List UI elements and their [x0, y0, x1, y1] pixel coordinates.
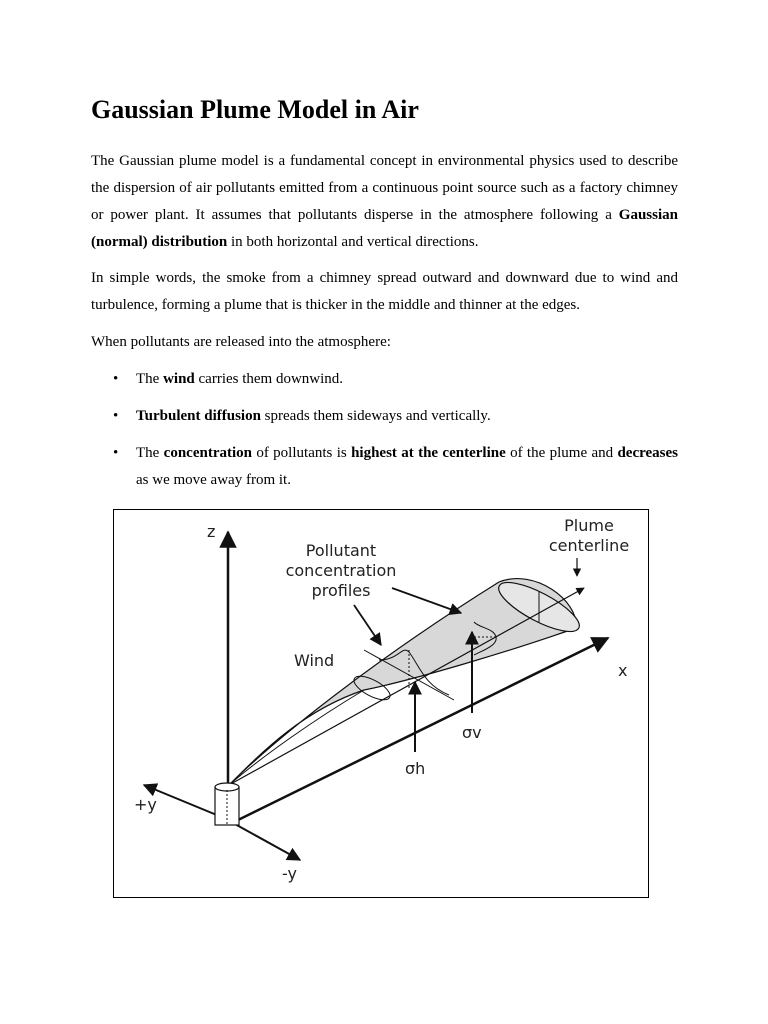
plume-inner-curve [229, 690, 364, 785]
bullet-icon: • [113, 408, 119, 424]
profiles-label-line3: profiles [311, 581, 371, 600]
z-axis-label: z [207, 522, 216, 541]
profiles-label-line1: Pollutant [305, 541, 377, 560]
intro-paragraph [91, 148, 678, 256]
list-item-concentration: • The concentration of pollutants is highest at the centerline of the plume and decreases as we move away from it. [91, 440, 678, 494]
bullet-icon: • [113, 445, 119, 461]
list-item-diffusion: • Turbulent diffusion spreads them sideways and vertically. [91, 403, 678, 430]
plume-label-line2: centerline [548, 536, 630, 555]
intro-text-2: in both horizontal and vertical directions. [227, 234, 479, 250]
profiles-arrow-1 [354, 605, 381, 645]
sigma-h-label: σh [405, 759, 426, 778]
profiles-label-line2: concentration [285, 561, 397, 580]
list-item-wind: • The wind carries them downwind. [91, 366, 678, 393]
plus-y-label: +y [134, 795, 157, 814]
plume-diagram [114, 510, 648, 897]
gaussian-plume-figure [113, 509, 649, 898]
centerline-line [229, 588, 584, 785]
profiles-arrow-2 [392, 588, 461, 613]
intro-text-1: The Gaussian plume model is a fundamental concept in environmental physics used to describe the dispersion of air pollutants emitted from a continuous point source such as a factory chimney or power plant. It assumes that pollutants disperse in the atmosphere following a [91, 153, 678, 223]
bullet-icon: • [113, 371, 119, 387]
intro-bold-gaussian: Gaussian (normal) distribution [91, 207, 678, 250]
bullet-list [91, 366, 678, 504]
page-title: Gaussian Plume Model in Air [91, 95, 419, 124]
minus-y-label: -y [282, 864, 297, 883]
plume-label-line1: Plume [564, 516, 614, 535]
x-axis-label: x [618, 661, 628, 680]
chimney-top [215, 783, 239, 791]
sigma-v-label: σv [462, 723, 482, 742]
wind-label: Wind [294, 651, 335, 670]
list-intro-paragraph: When pollutants are released into the atmosphere: [91, 334, 391, 350]
simple-words-paragraph: In simple words, the smoke from a chimney spread outward and downward due to wind and turbulence, forming a plume that is thicker in the middle and thinner at the edges. [91, 270, 678, 313]
